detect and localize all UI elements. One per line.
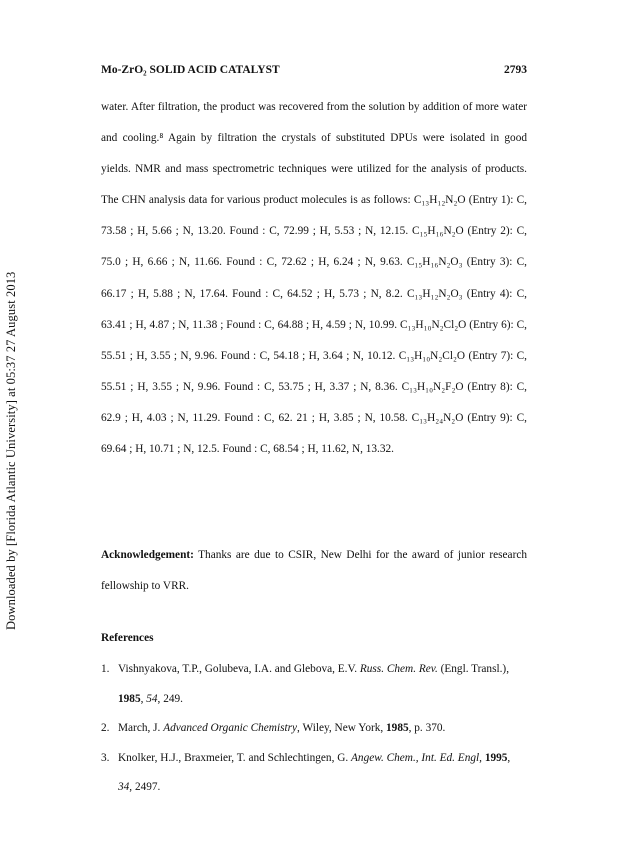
reference-pages: , 2497.: [129, 781, 161, 793]
reference-pages: , p. 370.: [408, 722, 446, 734]
reference-sep: ,: [507, 751, 511, 764]
reference-item: [101, 655, 527, 714]
reference-volume: 34: [118, 781, 130, 793]
acknowledgement: [101, 540, 527, 602]
reference-volume: 54: [146, 692, 158, 705]
reference-pages: , 249.: [157, 692, 183, 705]
reference-journal: Angew. Chem., Int. Ed. Engl,: [351, 751, 482, 764]
acknowledgement-label: Acknowledgement:: [101, 549, 194, 561]
download-watermark-text: Downloaded by [Florida Atlantic University] at 05:37 27 August 2013: [4, 271, 18, 630]
page-number: 2793: [504, 64, 527, 76]
reference-year: 1985: [118, 692, 141, 705]
reference-authors: March, J.: [118, 722, 164, 734]
body-paragraph: water. After filtration, the product was recovered from the solution by addition of more water and cooling.⁸ Again by filtration the crystals of substituted DPUs were isolated in good yields. NMR and mass spectrometric techniques were utilized for the analysis of products. The CHN analysis data for various product molecules is as follows: C₁₃H₁₂N₂O (Entry 1): C, 73.58 ; H, 5.66 ; N, 13.20. Found : C, 72.99 ; H, 5.53 ; N, 12.15. C₁₅H₁₆N₂O (Entry 2): C, 75.0 ; H, 6.66 ; N, 11.66. Found : C, 72.62 ; H, 6.24 ; N, 9.63. C₁₅H₁₆N₂O₃ (Entry 3): C, 66.17 ; H, 5.88 ; N, 17.64. Found : C, 64.52 ; H, 5.73 ; N, 8.2. C₁₃H₁₂N₂O₃ (Entry 4): C, 63.41 ; H, 4.87 ; N, 11.38 ; Found : C, 64.88 ; H, 4.59 ; N, 10.99. C₁₃H₁₀N₂Cl₂O (Entry 6): C, 55.51 ; H, 3.55 ; N, 9.96. Found : C, 54.18 ; H, 3.64 ; N, 10.12. C₁₃H₁₀N₂Cl₂O (Entry 7): C, 55.51 ; H, 3.55 ; N, 9.96. Found : C, 53.75 ; H, 3.37 ; N, 8.36. C₁₃H₁₀N₂F₂O (Entry 8): C, 62.9 ; H, 4.03 ; N, 11.29. Found : C, 62. 21 ; H, 3.85 ; N, 10.58. C₁₃H₂₄N₂O (Entry 9): C, 69.64 ; H, 10.71 ; N, 12.5. Found : C, 68.54 ; H, 11.62, N, 13.32.: [101, 101, 527, 456]
reference-journal: Russ. Chem. Rev.: [359, 663, 438, 675]
references-heading: References: [101, 632, 154, 644]
reference-number: 1.: [101, 663, 110, 675]
body-text: [101, 92, 527, 465]
running-title: Mo-ZrO₂ SOLID ACID CATALYST: [101, 64, 280, 76]
reference-list: [101, 655, 527, 803]
reference-item: [101, 744, 527, 803]
reference-year: 1985: [386, 722, 409, 734]
reference-number: 3.: [101, 751, 110, 764]
reference-authors: Vishnyakova, T.P., Golubeva, I.A. and Glebova, E.V.: [118, 663, 360, 675]
reference-detail: , Wiley, New York,: [297, 722, 387, 734]
reference-year: 1995: [484, 751, 508, 764]
reference-detail: (Engl. Transl.),: [437, 663, 510, 675]
reference-sep: ,: [140, 692, 147, 705]
running-header: [101, 64, 527, 80]
reference-number: 2.: [101, 722, 110, 734]
reference-journal: Advanced Organic Chemistry: [163, 722, 298, 734]
reference-authors: Knolker, H.J., Braxmeier, T. and Schlechtingen, G.: [118, 751, 352, 764]
acknowledgement-text: Thanks are due to CSIR, New Delhi for the award of junior research fellowship to VRR.: [101, 549, 527, 592]
download-watermark: [2, 240, 22, 630]
reference-item: [101, 714, 527, 744]
